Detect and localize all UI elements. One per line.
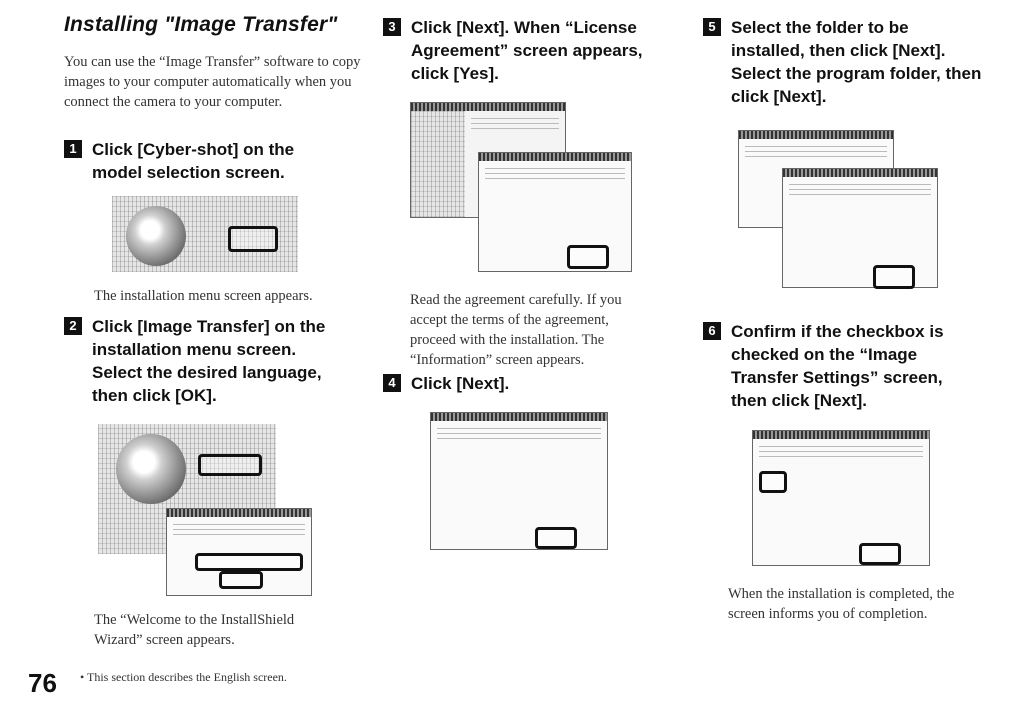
step-number: 1	[64, 140, 82, 158]
step-text: Click [Cyber-shot] on the model selection screen.	[92, 140, 295, 182]
page-number: 76	[28, 668, 57, 698]
highlight-next-button	[873, 265, 915, 289]
highlight-next-button	[535, 527, 577, 549]
footnote: • This section describes the English screen.	[80, 670, 287, 684]
step-1	[64, 138, 364, 184]
window-title-bar	[739, 131, 893, 139]
step-number: 6	[703, 322, 721, 340]
step-text: Click [Next].	[411, 374, 510, 393]
highlight-ok-button	[219, 571, 263, 589]
step-text: Click [Image Transfer] on the installation menu screen. Select the desired language, then click [OK].	[92, 317, 326, 405]
disc-graphic	[116, 434, 186, 504]
step-5	[703, 16, 1003, 108]
note-step6: When the installation is completed, the screen informs you of completion.	[728, 586, 955, 622]
screenshot-image-transfer-settings	[752, 430, 930, 566]
step-number: 2	[64, 317, 82, 335]
screenshot-license-agreement	[478, 152, 632, 272]
screenshot-information	[430, 412, 608, 550]
window-text	[759, 443, 923, 457]
step-6	[703, 320, 1003, 412]
step-3	[383, 16, 683, 85]
screenshot-choose-language	[166, 508, 312, 596]
highlight-checkbox	[759, 471, 787, 493]
highlight-cyber-shot-button	[228, 226, 278, 252]
wizard-side-image	[411, 111, 465, 217]
step-2	[64, 315, 364, 407]
step-number: 4	[383, 374, 401, 392]
window-title-bar	[411, 103, 565, 111]
window-title-bar	[783, 169, 937, 177]
step-text: Confirm if the checkbox is checked on the “Image Transfer Settings” screen, then click [Next].	[731, 322, 944, 410]
step-number: 5	[703, 18, 721, 36]
note-step1: The installation menu screen appears.	[94, 288, 313, 304]
highlight-next-button	[859, 543, 901, 565]
highlight-yes-button	[567, 245, 609, 269]
window-text	[173, 521, 305, 535]
window-title-bar	[167, 509, 311, 517]
window-text	[437, 425, 601, 439]
step-text: Click [Next]. When “License Agreement” screen appears, click [Yes].	[411, 18, 643, 83]
highlight-language-select	[195, 553, 303, 571]
note-step2: The “Welcome to the InstallShield Wizard” screen appears.	[94, 612, 295, 648]
window-text	[471, 115, 559, 129]
window-title-bar	[753, 431, 929, 439]
window-title-bar	[431, 413, 607, 421]
window-text	[789, 181, 931, 195]
step-text: Select the folder to be installed, then click [Next]. Select the program folder, then click [Next].	[731, 18, 982, 106]
window-text	[745, 143, 887, 157]
note-step3: Read the agreement carefully. If you accept the terms of the agreement, proceed with the installation. The “Information” screen appears.	[410, 292, 622, 368]
intro-paragraph: You can use the “Image Transfer” software to copy images to your computer automatically when you connect the camera to your computer.	[64, 54, 361, 110]
screenshot-model-selection	[112, 196, 298, 272]
highlight-image-transfer-button	[198, 454, 262, 476]
section-title: Installing "Image Transfer"	[64, 13, 338, 36]
step-number: 3	[383, 18, 401, 36]
window-title-bar	[479, 153, 631, 161]
window-text	[485, 165, 625, 179]
screenshot-program-folder	[782, 168, 938, 288]
disc-graphic	[126, 206, 186, 266]
step-4	[383, 372, 683, 395]
